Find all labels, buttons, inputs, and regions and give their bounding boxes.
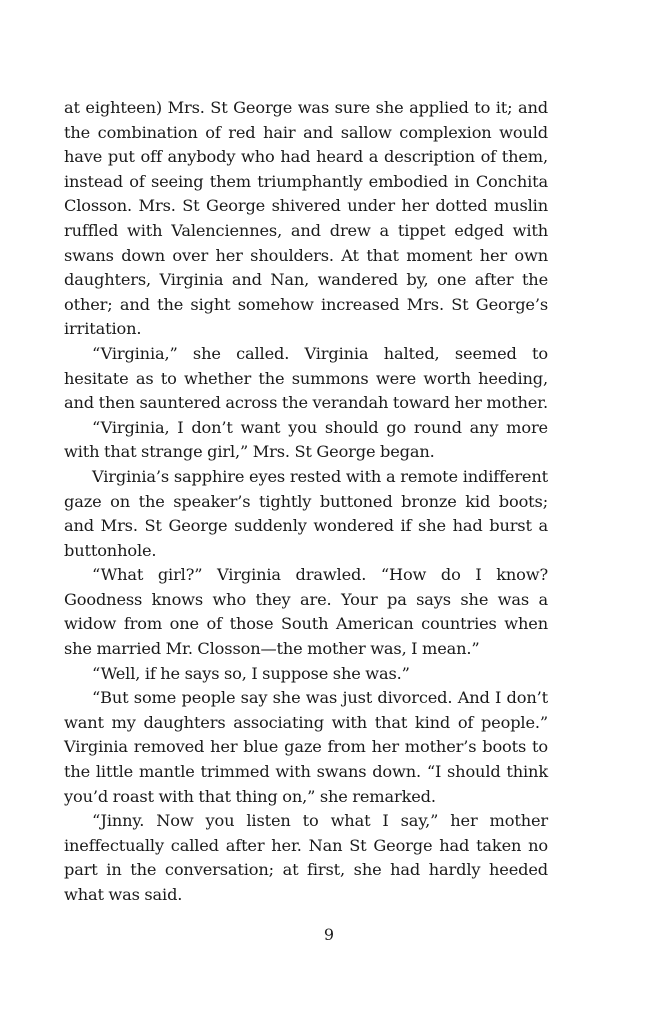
paragraph-7: “But some people say she was just divorced. And I don’t want my daughters associating with that kind of people.” Virginia removed her blue gaze from her mother’s boots to the little mantle trimmed with swans down. “I should think you’d roast with that thing on,” she remarked.: [64, 688, 548, 806]
paragraph-6: “Well, if he says so, I suppose she was.”: [92, 663, 410, 683]
page-body: [64, 96, 548, 908]
paragraph-4: Virginia’s sapphire eyes rested with a remote indifferent gaze on the speaker’s tightly buttoned bronze kid boots; and Mrs. St George suddenly wondered if she had burst a buttonhole.: [64, 466, 548, 560]
paragraph-2: “Virginia,” she called. Virginia halted, seemed to hesitate as to whether the summons were worth heeding, and then sauntered across the verandah toward her mother.: [64, 343, 548, 413]
page-number: 9: [323, 925, 335, 944]
paragraph-8: “Jinny. Now you listen to what I say,” her mother ineffectually called after her. Nan St George had taken no part in the conversation; at first, she had hardly heeded what was said.: [64, 811, 548, 904]
paragraph-1: at eighteen) Mrs. St George was sure she applied to it; and the combination of red hair and sallow complexion would have put off anybody who had heard a description of them, instead of seeing them triumphantly embodied in Conchita Closson. Mrs. St George shivered under her dotted muslin ruffled with Valenciennes, and drew a tippet edged with swans down over her shoulders. At that moment her own daughters, Virginia and Nan, wandered by, one after the other; and the sight somehow increased Mrs. St George’s irritation.: [64, 98, 548, 339]
paragraph-3: “Virginia, I don’t want you should go round any more with that strange girl,” Mrs. St George began.: [64, 417, 548, 462]
paragraph-5: “What girl?” Virginia drawled. “How do I know? Goodness knows who they are. Your pa says she was a widow from one of those South American countries when she married Mr. Closson—the mother was, I mean.”: [64, 565, 548, 659]
